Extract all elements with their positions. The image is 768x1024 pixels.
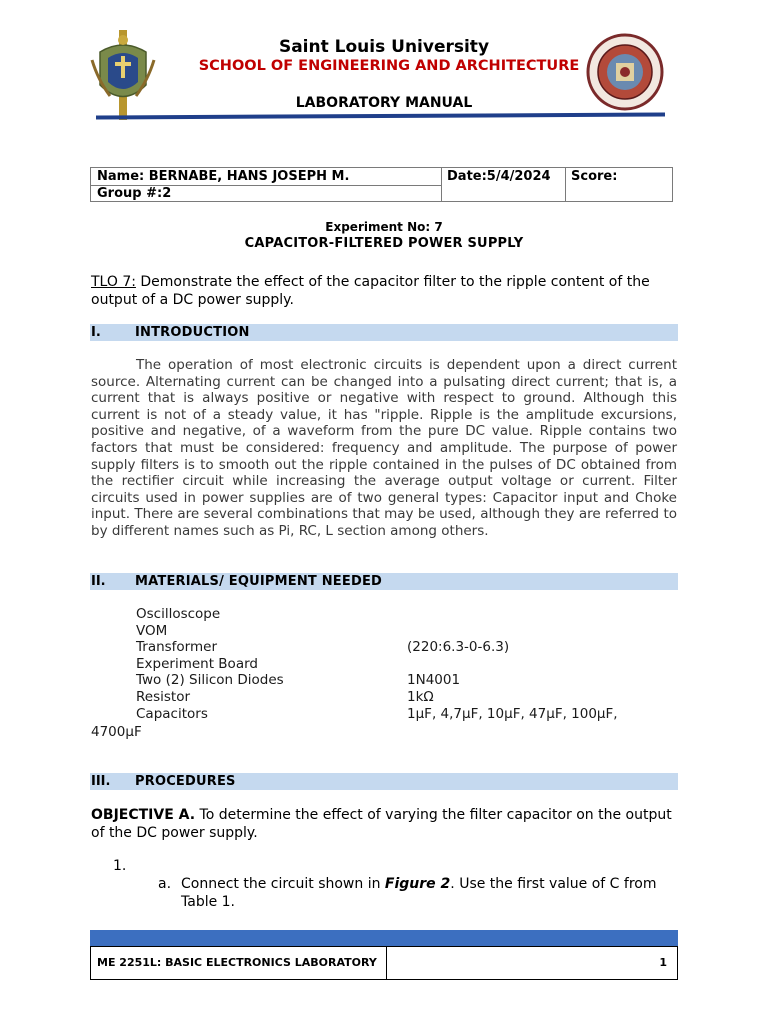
score-cell bbox=[565, 168, 672, 201]
section-number: I. bbox=[91, 325, 101, 340]
step-number: 1. bbox=[113, 858, 127, 874]
page-number: 1 bbox=[659, 956, 667, 969]
footer-course-cell bbox=[91, 947, 387, 979]
section-title: PROCEDURES bbox=[135, 774, 236, 789]
header-rule bbox=[96, 113, 665, 120]
date-cell bbox=[441, 168, 566, 201]
school-name: SCHOOL OF ENGINEERING AND ARCHITECTURE bbox=[198, 58, 580, 74]
figure-reference: Figure 2 bbox=[384, 876, 451, 892]
manual-title: LABORATORY MANUAL bbox=[295, 95, 473, 111]
group-number: Group #:2 bbox=[97, 186, 172, 201]
substep-text-line2: Table 1. bbox=[181, 894, 236, 910]
material-item: VOM bbox=[136, 623, 168, 639]
footer-bar bbox=[90, 930, 678, 946]
tlo-label: TLO 7: bbox=[91, 274, 136, 290]
experiment-number: Experiment No: 7 bbox=[325, 220, 443, 234]
section-heading-procedures bbox=[90, 773, 678, 790]
material-spec: (220:6.3-0-6.3) bbox=[407, 639, 510, 655]
student-name: Name: BERNABE, HANS JOSEPH M. bbox=[97, 169, 350, 184]
course-code: ME 2251L: BASIC ELECTRONICS LABORATORY bbox=[97, 956, 377, 969]
material-item: Two (2) Silicon Diodes bbox=[136, 672, 284, 688]
introduction-text: The operation of most electronic circuits is dependent upon a direct current source. Alternating current can be changed into a pulsating direct current; that is, a current that is always positive or negative with respect to ground. Although this current is not of a steady value, it has "ripple. Ripple is the amplitude excursions, positive and negative, of a waveform from the pure DC value. Ripple contains two factors that must be considered: frequency and amplitude. The purpose of power supply filters is to smooth out the ripple contained in the pulses of DC obtained from the rectifier circuit while increasing the average output voltage or current. Filter circuits used in power supplies are of two general types: Capacitor input and Choke input. There are several combinations that may be used, although they are referred to by different names such as Pi, RC, L section among others. bbox=[91, 357, 677, 539]
university-name: Saint Louis University bbox=[278, 37, 490, 57]
section-title: MATERIALS/ EQUIPMENT NEEDED bbox=[135, 574, 383, 589]
substep-text-part: . Use the first value of C from bbox=[450, 876, 657, 892]
objective-paragraph bbox=[91, 806, 677, 842]
substep-label: a. bbox=[158, 876, 172, 892]
group-row bbox=[91, 185, 441, 201]
footer-table bbox=[90, 946, 678, 980]
section-heading-introduction bbox=[90, 324, 678, 341]
material-spec: 1kΩ bbox=[407, 689, 434, 705]
section-heading-materials bbox=[90, 573, 678, 590]
material-item: Resistor bbox=[136, 689, 190, 705]
section-number: II. bbox=[91, 574, 106, 589]
material-spec-wrap: 4700μF bbox=[91, 724, 142, 740]
objective-label: OBJECTIVE A. bbox=[91, 807, 196, 823]
date-value: Date:5/4/2024 bbox=[447, 169, 551, 184]
substep-text-part: Connect the circuit shown in bbox=[181, 876, 385, 892]
material-spec: 1N4001 bbox=[407, 672, 461, 688]
material-item: Oscilloscope bbox=[136, 606, 221, 622]
score-label: Score: bbox=[571, 169, 618, 184]
material-item: Experiment Board bbox=[136, 656, 258, 672]
tlo-text: Demonstrate the effect of the capacitor filter to the ripple content of the output of a DC power supply. bbox=[91, 274, 650, 308]
material-item: Capacitors bbox=[136, 706, 208, 722]
student-info-table bbox=[90, 167, 673, 202]
tlo-paragraph bbox=[91, 273, 677, 309]
section-title: INTRODUCTION bbox=[135, 325, 250, 340]
section-number: III. bbox=[91, 774, 111, 789]
experiment-title: CAPACITOR-FILTERED POWER SUPPLY bbox=[244, 236, 524, 251]
substep-text bbox=[181, 875, 656, 893]
material-item: Transformer bbox=[136, 639, 218, 655]
material-spec: 1μF, 4,7μF, 10μF, 47μF, 100μF, bbox=[407, 706, 618, 722]
name-group-cell bbox=[91, 168, 442, 201]
objective-text: To determine the effect of varying the filter capacitor on the output of the DC power supply. bbox=[91, 807, 672, 841]
